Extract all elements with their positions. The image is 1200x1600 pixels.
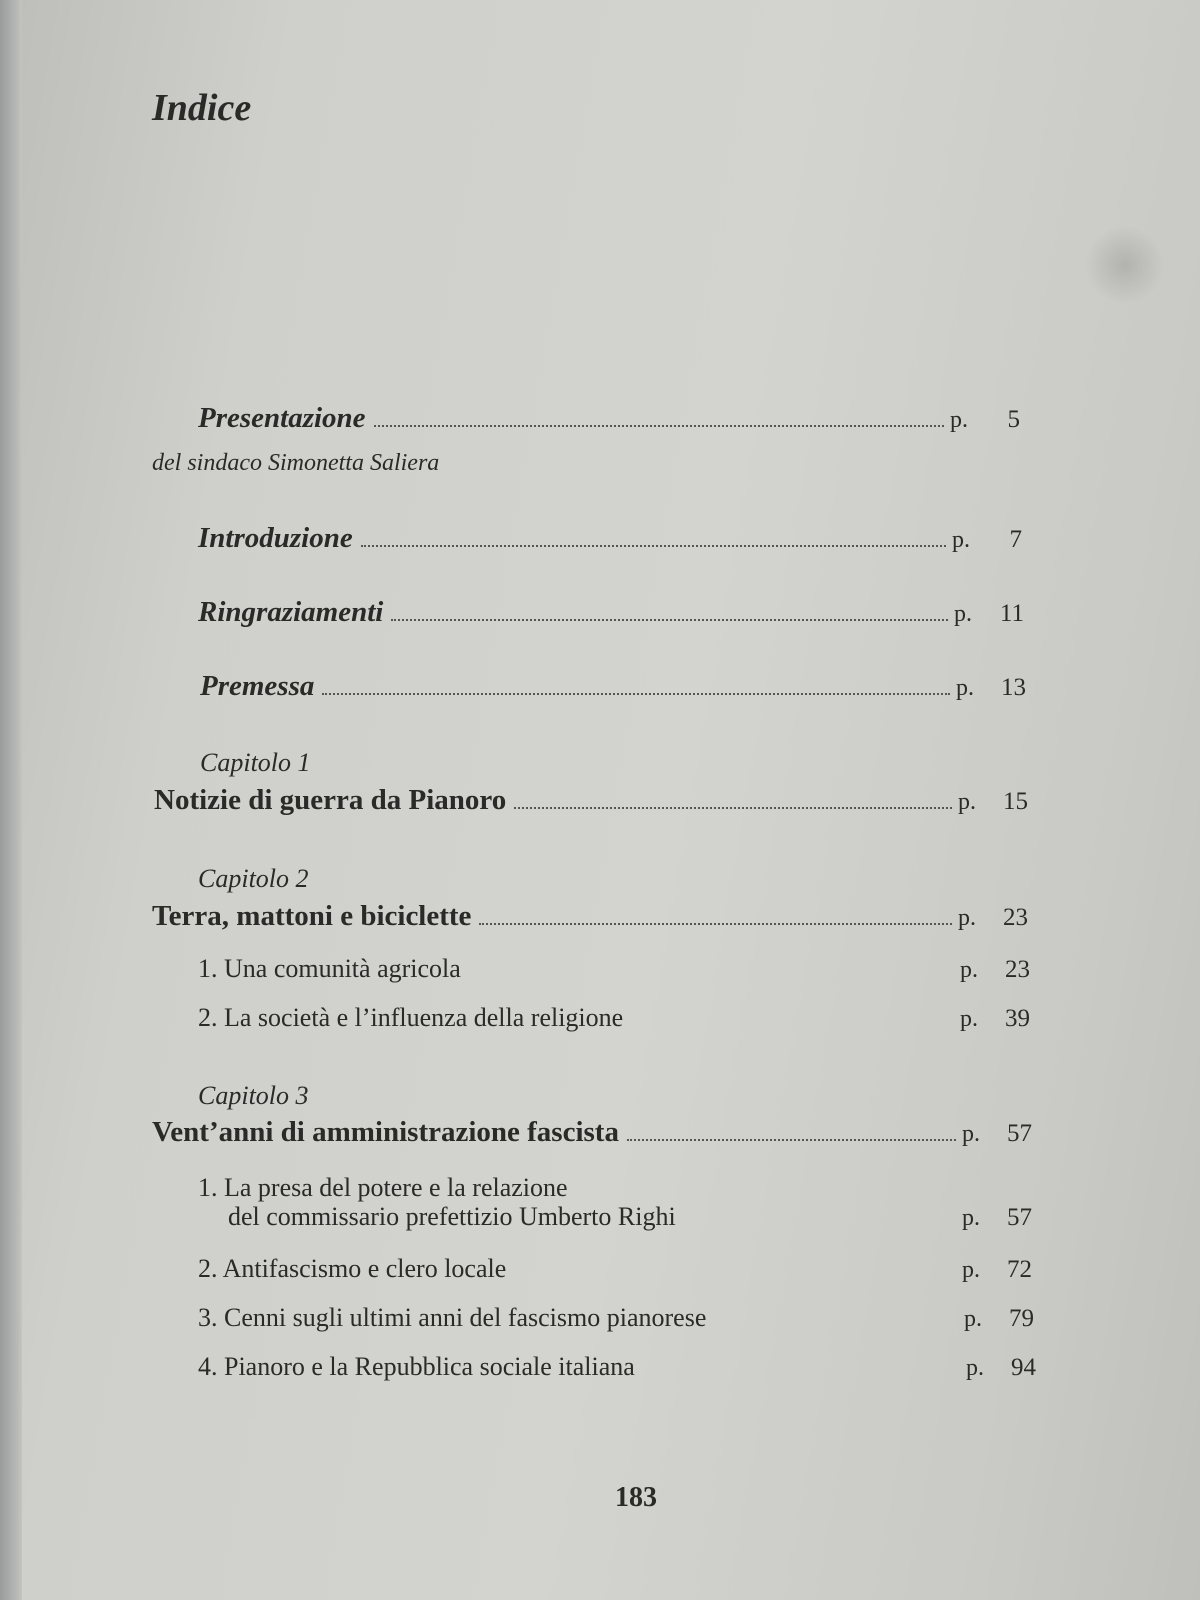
leader-dots (374, 425, 944, 427)
page-prefix: p. (956, 675, 974, 701)
toc-entry (200, 670, 1026, 703)
chapter-label: Capitolo 1 (200, 748, 311, 777)
page-number: 23 (1005, 956, 1030, 983)
page-number: 57 (1007, 1204, 1032, 1231)
page-prefix: p. (954, 601, 972, 627)
section-entry (228, 1202, 1032, 1232)
page-number: 23 (1003, 904, 1028, 931)
chapter-title: Terra, mattoni e biciclette (152, 900, 472, 932)
chapter-label: Capitolo 2 (198, 864, 309, 893)
page-number: 94 (1011, 1354, 1036, 1381)
leader-dots (514, 807, 952, 809)
chapter-title: Vent’anni di amministrazione fascista (152, 1116, 619, 1148)
section-label: 3. Cenni sugli ultimi anni del fascismo pianorese (198, 1303, 707, 1332)
section-label: 1. Una comunità agricola (198, 954, 461, 983)
leader-dots (479, 923, 952, 925)
page-number: 5 (1007, 406, 1020, 433)
page-prefix: p. (962, 1205, 980, 1231)
entry-label: Ringraziamenti (198, 596, 384, 628)
page-number: 15 (1003, 788, 1028, 815)
leader-dots (322, 693, 950, 695)
chapter-label: Capitolo 3 (198, 1081, 309, 1110)
entry-subtitle: del sindaco Simonetta Saliera (152, 450, 440, 476)
page-number: 57 (1007, 1120, 1032, 1147)
page-prefix: p. (958, 789, 976, 815)
book-spine-edge (0, 0, 22, 1600)
section-label: 2. La società e l’influenza della religione (198, 1003, 624, 1032)
entry-label: Introduzione (198, 522, 353, 554)
section-label: del commissario prefettizio Umberto Righi (228, 1202, 676, 1231)
page-prefix: p. (960, 1006, 978, 1032)
section-entry (198, 1173, 1030, 1203)
paper-stain (1085, 225, 1165, 305)
page-prefix: p. (962, 1121, 980, 1147)
section-entry (198, 1303, 1034, 1333)
page-prefix: p. (962, 1257, 980, 1283)
page-title: Indice (152, 87, 252, 129)
chapter-entry (152, 1116, 1032, 1149)
toc-entry (198, 522, 1022, 555)
page-number: 13 (1001, 674, 1026, 701)
page-prefix: p. (950, 407, 968, 433)
page-number: 79 (1009, 1305, 1034, 1332)
leader-dots (391, 619, 948, 621)
chapter-entry (152, 900, 1028, 933)
page-number: 11 (999, 600, 1024, 627)
section-label: 2. Antifascismo e clero locale (198, 1254, 507, 1283)
section-entry (198, 1352, 1036, 1382)
page-prefix: p. (964, 1306, 982, 1332)
section-entry (198, 1254, 1032, 1284)
page-number: 39 (1005, 1005, 1030, 1032)
page-prefix: p. (960, 957, 978, 983)
page-prefix: p. (958, 905, 976, 931)
page-prefix: p. (966, 1355, 984, 1381)
chapter-entry (154, 784, 1028, 817)
entry-label: Presentazione (198, 402, 366, 434)
entry-label: Premessa (200, 670, 315, 702)
leader-dots (361, 545, 946, 547)
page-prefix: p. (952, 527, 970, 553)
leader-dots (627, 1139, 956, 1141)
page-number-folio: 183 (615, 1482, 657, 1513)
page-number: 7 (1009, 526, 1022, 553)
section-entry (198, 954, 1030, 984)
chapter-title: Notizie di guerra da Pianoro (154, 784, 507, 816)
section-entry (198, 1003, 1030, 1033)
page-number: 72 (1007, 1256, 1032, 1283)
toc-entry (198, 402, 1020, 435)
section-label: 1. La presa del potere e la relazione (198, 1173, 568, 1202)
toc-entry (198, 596, 1024, 629)
section-label: 4. Pianoro e la Repubblica sociale italiana (198, 1352, 635, 1381)
